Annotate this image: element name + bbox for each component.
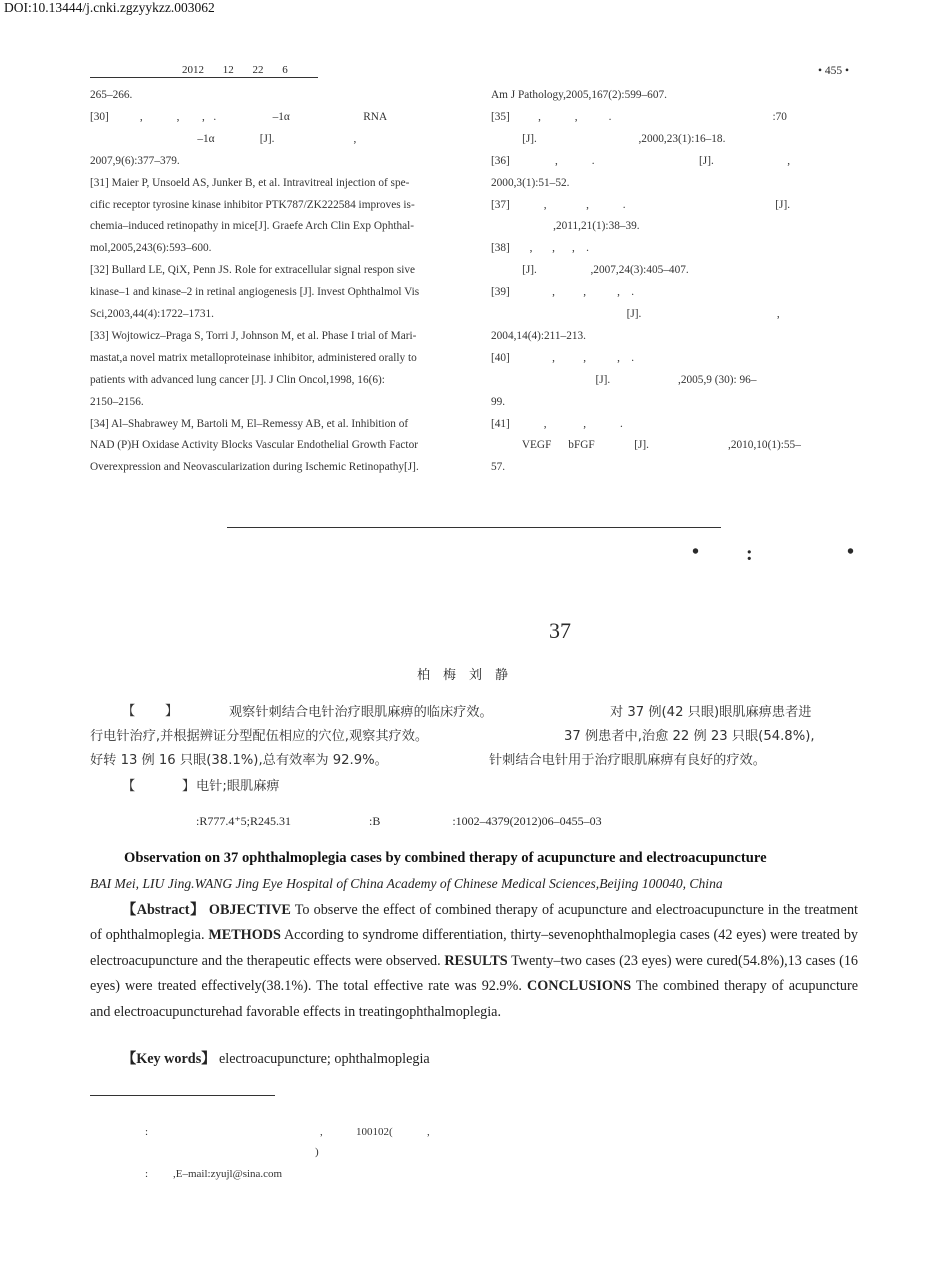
reference-line: Sci,2003,44(4):1722–1731. bbox=[90, 308, 214, 320]
english-title: Observation on 37 ophthalmoplegia cases by combined therapy of acupuncture and electroacupuncture bbox=[124, 850, 767, 866]
abstract-results-text: 37 例患者中,治愈 22 例 23 只眼(54.8%), bbox=[564, 729, 815, 744]
results-text: Twenty–two cases (23 eyes) were cured(54.8%),13 cases (16 eyes) were treated effectively(38.1%). The total effective rate was 92.9%. bbox=[90, 952, 859, 995]
keywords-bracket-left: 【 bbox=[122, 779, 136, 794]
reference-line: [33] Wojtowicz–Praga S, Torri J, Johnson M, et al. Phase I trial of Mari- bbox=[90, 329, 417, 342]
reference-line: kinase–1 and kinase–2 in retinal angiogenesis [J]. Invest Ophthalmol Vis bbox=[90, 286, 420, 299]
reference-line: [34] Al–Shabrawey M, Bartoli M, El–Remessy AB, et al. Inhibition of bbox=[90, 417, 409, 430]
reference-line: [38] , , , . bbox=[491, 242, 589, 255]
classification-line: :R777.4⁺5;R245.31 :B :1002–4379(2012)06–0455–03 bbox=[196, 814, 602, 828]
column-label-dot: • bbox=[692, 541, 700, 563]
reference-line: [J]. , bbox=[491, 308, 780, 320]
doi: DOI:10.13444/j.cnki.zgzyykzz.003062 bbox=[4, 0, 215, 15]
objective-text: To observe the effect of combined therapy of acupuncture and electroacupuncture in the treatment of ophthalmoplegia. bbox=[90, 902, 858, 944]
reference-line: 57. bbox=[491, 461, 506, 474]
section-divider bbox=[227, 527, 721, 528]
reference-line: 2150–2156. bbox=[90, 395, 144, 408]
keywords-bracket-right: 】 bbox=[182, 779, 196, 794]
abstract-results-text: 好转 13 例 16 只眼(38.1%),总有效率为 92.9%。 bbox=[90, 753, 388, 768]
conclusions-text: The combined therapy of acupuncture and electroacupuncturehad favorable effects in treatingophthalmoplegia. bbox=[90, 978, 859, 1020]
footnote-paren: ) bbox=[315, 1146, 319, 1158]
abstract-bracket-right: 】 bbox=[165, 704, 179, 719]
footnote-colon: : bbox=[145, 1168, 149, 1180]
reference-line: [39] , , , . bbox=[491, 286, 635, 299]
abstract-conclusion-text: 针刺结合电针用于治疗眼肌麻痹有良好的疗效。 bbox=[489, 753, 766, 768]
objective-label: OBJECTIVE bbox=[208, 902, 291, 918]
reference-line: [J]. ,2007,24(3):405–407. bbox=[491, 264, 689, 277]
keywords-zh: 电针;眼肌麻痹 bbox=[196, 779, 280, 794]
abstract-objective-text: 观察针刺结合电针治疗眼肌麻痹的临床疗效。 bbox=[229, 705, 493, 720]
reference-line: ,2011,21(1):38–39. bbox=[491, 220, 640, 233]
keywords-label: 【Key words】 bbox=[122, 1051, 216, 1067]
reference-line: patients with advanced lung cancer [J]. J Clin Oncol,1998, 16(6): bbox=[90, 373, 385, 386]
reference-line: 2007,9(6):377–379. bbox=[90, 154, 180, 167]
footnote-comma: , bbox=[320, 1126, 323, 1138]
conclusions-label: CONCLUSIONS bbox=[527, 978, 632, 995]
reference-line: NAD (P)H Oxidase Activity Blocks Vascular Endothelial Growth Factor bbox=[90, 439, 418, 452]
english-keywords bbox=[122, 1048, 430, 1068]
reference-line: –1α [J]. , bbox=[90, 132, 357, 145]
reference-line: [36] , . [J]. , bbox=[491, 154, 791, 167]
authors: 柏梅刘静 bbox=[417, 668, 522, 683]
running-header: 2012 12 22 6 bbox=[182, 64, 288, 76]
reference-line: VEGF bFGF [J]. ,2010,10(1):55– bbox=[491, 439, 801, 452]
methods-label: METHODS bbox=[208, 927, 281, 944]
reference-line: [41] , , . bbox=[491, 417, 623, 430]
reference-line: [32] Bullard LE, QiX, Penn JS. Role for extracellular signal respon sive bbox=[90, 264, 416, 277]
keywords-text: electroacupuncture; ophthalmoplegia bbox=[218, 1051, 430, 1067]
footnote-postcode: 100102( bbox=[356, 1126, 393, 1138]
reference-line: [35] , , . :70 bbox=[491, 110, 787, 123]
reference-line: chemia–induced retinopathy in mice[J]. Graefe Arch Clin Exp Ophthal- bbox=[90, 220, 415, 233]
english-affiliation: BAI Mei, LIU Jing.WANG Jing Eye Hospital of China Academy of Chinese Medical Sciences,Beijing 100040, China bbox=[90, 876, 723, 891]
reference-line: 99. bbox=[491, 395, 506, 408]
abstract-methods-text: 行电针治疗,并根据辨证分型配伍相应的穴位,观察其疗效。 bbox=[90, 729, 429, 744]
reference-line: 2004,14(4):211–213. bbox=[491, 329, 586, 342]
methods-text: According to syndrome differentiation, thirty–sevenophthalmoplegia cases (42 eyes) were treated by electroacupuncture and the therapeutic effects were observed. bbox=[90, 927, 859, 969]
footnote-comma: , bbox=[427, 1126, 430, 1138]
reference-line: Overexpression and Neovascularization during Ischemic Retinopathy[J]. bbox=[90, 461, 419, 474]
column-label-dot: • bbox=[847, 541, 855, 563]
footnote-colon: : bbox=[145, 1126, 149, 1138]
abstract-bracket-left: 【 bbox=[122, 704, 136, 719]
reference-line: [40] , , , . bbox=[491, 351, 635, 364]
reference-line: Am J Pathology,2005,167(2):599–607. bbox=[491, 89, 667, 101]
reference-line: cific receptor tyrosine kinase inhibitor PTK787/ZK222584 improves is- bbox=[90, 198, 415, 211]
header-rule bbox=[90, 77, 318, 78]
footnote-email: ,E–mail:zyujl@sina.com bbox=[173, 1168, 283, 1180]
page-number: • 455 • bbox=[818, 65, 850, 77]
reference-line: [31] Maier P, Unsoeld AS, Junker B, et al. Intravitreal injection of spe- bbox=[90, 176, 410, 189]
reference-line: [37] , , . [J]. bbox=[491, 198, 791, 211]
article-title-number: 37 bbox=[549, 618, 571, 643]
reference-line: 2000,3(1):51–52. bbox=[491, 176, 570, 189]
reference-line: [J]. ,2000,23(1):16–18. bbox=[491, 132, 726, 145]
abstract-methods-text: 对 37 例(42 只眼)眼肌麻痹患者进 bbox=[610, 705, 812, 720]
reference-line: [J]. ,2005,9 (30): 96– bbox=[491, 373, 757, 386]
english-abstract bbox=[90, 898, 858, 1025]
abstract-label: 【Abstract】 bbox=[122, 902, 205, 918]
column-label-colon: : bbox=[746, 543, 753, 565]
footnote-rule bbox=[90, 1095, 275, 1096]
reference-line: mastat,a novel matrix metalloproteinase inhibitor, administered orally to bbox=[90, 351, 417, 364]
results-label: RESULTS bbox=[444, 952, 508, 969]
reference-line: 265–266. bbox=[90, 89, 133, 101]
reference-line: mol,2005,243(6):593–600. bbox=[90, 242, 212, 255]
reference-line: [30] , , , . –1α RNA bbox=[90, 110, 388, 123]
